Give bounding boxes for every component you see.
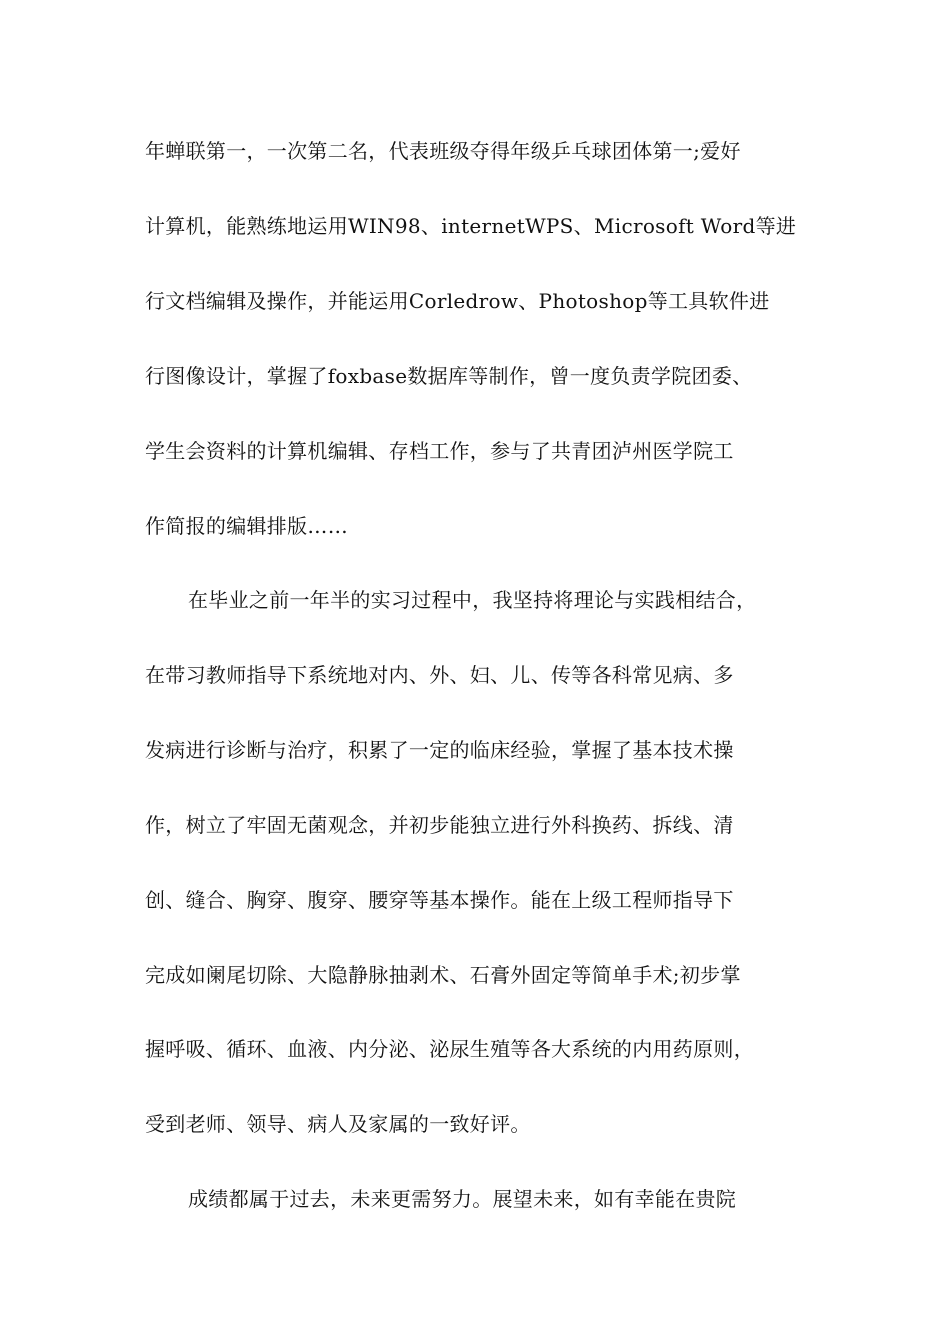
text-line: 学生会资料的计算机编辑、存档工作，参与了共青团泸州医学院工 (145, 439, 734, 463)
text-line: 完成如阑尾切除、大隐静脉抽剥术、石膏外固定等简单手术;初步掌 (145, 963, 741, 987)
text-line: 发病进行诊断与治疗，积累了一定的临床经验，掌握了基本技术操 (145, 738, 734, 762)
text-line: 在带习教师指导下系统地对内、外、妇、儿、传等各科常见病、多 (145, 663, 734, 687)
text-line: 作简报的编辑排版…… (145, 514, 348, 538)
paragraph-first-line: 成绩都属于过去，未来更需努力。展望未来，如有幸能在贵院 (188, 1187, 737, 1211)
text-line: 握呼吸、循环、血液、内分泌、泌尿生殖等各大系统的内用药原则， (145, 1037, 754, 1061)
text-line: 行文档编辑及操作，并能运用Corledrow、Photoshop等工具软件进 (145, 289, 770, 313)
text-line: 受到老师、领导、病人及家属的一致好评。 (145, 1112, 531, 1136)
text-line: 计算机，能熟练地运用WIN98、internetWPS、Microsoft Word等进 (145, 214, 797, 238)
text-line: 作，树立了牢固无菌观念，并初步能独立进行外科换药、拆线、清 (145, 813, 734, 837)
paragraph-first-line: 在毕业之前一年半的实习过程中，我坚持将理论与实践相结合， (188, 588, 757, 612)
text-line: 年蝉联第一，一次第二名，代表班级夺得年级乒乓球团体第一;爱好 (145, 139, 741, 163)
text-line: 行图像设计，掌握了foxbase数据库等制作，曾一度负责学院团委、 (145, 364, 753, 388)
text-line: 创、缝合、胸穿、腹穿、腰穿等基本操作。能在上级工程师指导下 (145, 888, 734, 912)
